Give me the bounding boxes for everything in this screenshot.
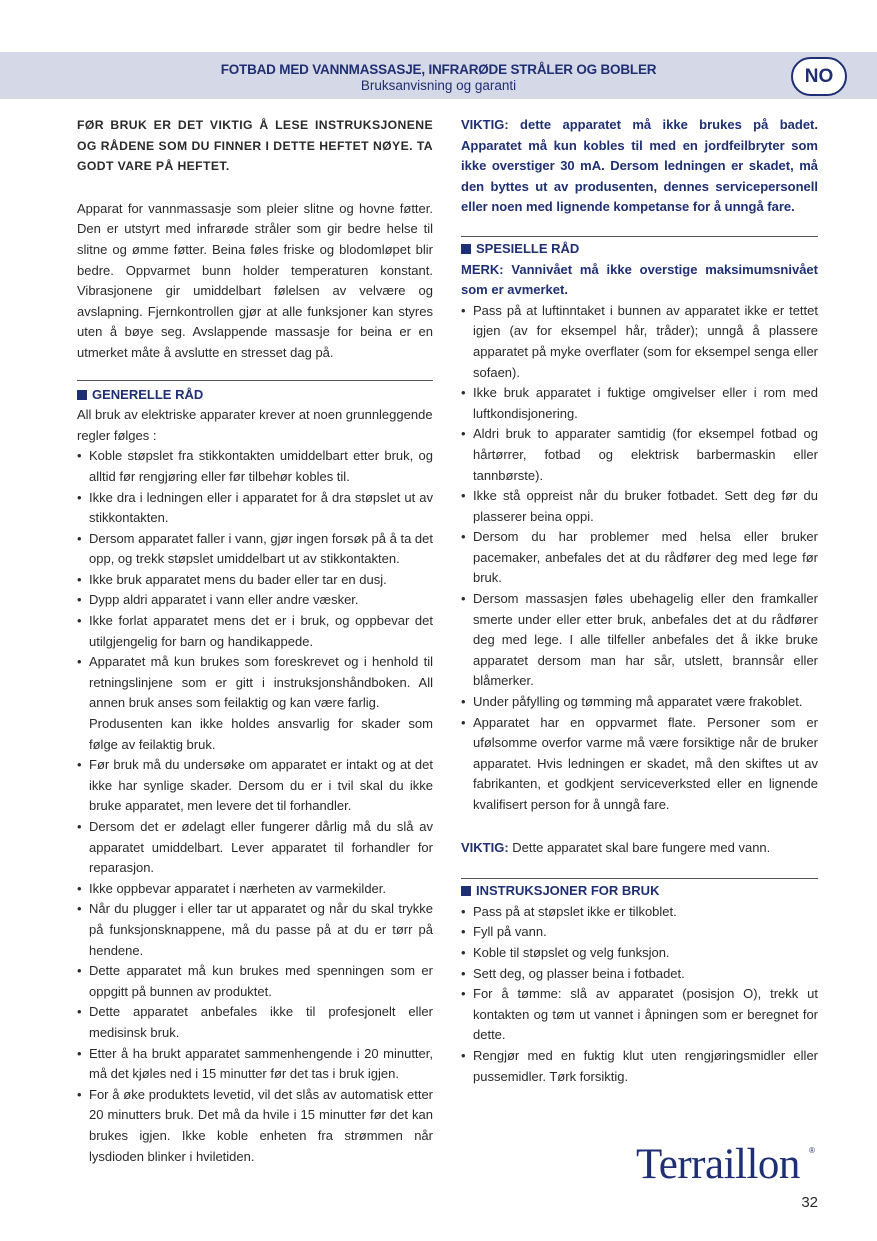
list-item: • Ikke forlat apparatet mens det er i bruk, og oppbevar det utilgjengelig for barn og handikappede. — [77, 611, 433, 652]
list-item: • Etter å ha brukt apparatet sammenhengende i 20 minutter, må det kjøles ned i 15 minutter før det tas i bruk igjen. — [77, 1044, 433, 1085]
list-item: • Fyll på vann. — [461, 922, 818, 943]
special-advice-list — [461, 301, 818, 816]
list-item: • Dette apparatet anbefales ikke til profesjonelt eller medisinsk bruk. — [77, 1002, 433, 1043]
square-bullet-icon — [77, 390, 87, 400]
general-advice-intro: All bruk av elektriske apparater krever at noen grunnleggende regler følges : — [77, 407, 433, 443]
list-item: • Rengjør med en fuktig klut uten rengjøringsmidler eller pussemidler. Tørk forsiktig. — [461, 1046, 818, 1087]
document-subtitle: Bruksanvisning og garanti — [360, 78, 517, 93]
list-item: • Apparatet må kun brukes som foreskrevet og i henhold til retningslinjene som er gitt i instruksjonshåndboken. All annen bruk anses som feilaktig og kan være farlig. — [77, 652, 433, 714]
list-item: • Før bruk må du undersøke om apparatet er intakt og at det ikke har synlige skader. Dersom du er i tvil skal du ikke bruke apparatet, men levere det til forhandler. — [77, 755, 433, 817]
list-item: • Dersom massasjen føles ubehagelig eller den framkaller smerte under eller etter bruk, anbefales det at du rådfører deg med lege. I alle tilfeller anbefales det å ikke bruke apparatet dersom man har sår, utslett, brannsår eller blåmerker. — [461, 589, 818, 692]
list-item: • Når du plugger i eller tar ut apparatet og når du skal trykke på funksjonsknappene, må du passe på at du er tørr på hendene. — [77, 899, 433, 961]
important-bathroom-warning: VIKTIG: dette apparatet må ikke brukes på badet. Apparatet må kun kobles til med en jordfeilbryter som ikke overstiger 30 mA. Dersom ledningen er skadet, må den byttes ut av produsenten, dennes servicepersonell eller noen med lignende kompetanse for å unngå fare. — [461, 117, 818, 215]
list-item: • Under påfylling og tømming må apparatet være frakoblet. — [461, 692, 818, 713]
instructions-list — [461, 902, 818, 1087]
list-item: • Ikke dra i ledningen eller i apparatet for å dra støpslet ut av stikkontakten. — [77, 488, 433, 529]
special-advice-heading: SPESIELLE RÅD — [461, 239, 818, 260]
general-advice-heading: GENERELLE RÅD — [77, 385, 433, 406]
water-level-note: MERK: Vannivået må ikke overstige maksimumsnivået som er avmerket. — [461, 261, 818, 298]
list-item: • Dersom det er ødelagt eller fungerer dårlig må du slå av apparatet umiddelbart. Lever apparatet til forhandler for reparasjon. — [77, 817, 433, 879]
general-advice-list — [77, 446, 433, 1167]
intro-paragraph: Apparat for vannmassasje som pleier slitne og hovne føtter. Den er utstyrt med infrarøde stråler som gir bedre helse til slitne og ømme føtter. Beina føles friske og blodomløpet blir bedre. Oppvarmet bunn holder temperaturen konstant. Vibrasjonene gir umiddelbart følelsen av velvære og avslapning. Fjernkontrollen gjør at alle funksjoner kan styres uten å bøye seg. Avslappende massasje for beina er en utmerket måte å avslutte en stresset dag på. — [77, 200, 433, 360]
list-item-continuation: Produsenten kan ikke holdes ansvarlig for skader som følge av feilaktig bruk. — [89, 716, 433, 752]
list-item: • Ikke bruk apparatet i fuktige omgivelser eller i rom med luftkondisjonering. — [461, 383, 818, 424]
list-item: • Koble til støpslet og velg funksjon. — [461, 943, 818, 964]
list-item: • Ikke stå oppreist når du bruker fotbadet. Sett deg før du plasserer beina oppi. — [461, 486, 818, 527]
document-title: FOTBAD MED VANNMASSASJE, INFRARØDE STRÅLER OG BOBLER — [220, 62, 657, 77]
list-item: • Pass på at støpslet ikke er tilkoblet. — [461, 902, 818, 923]
terraillon-logo: Terraillon — [636, 1141, 800, 1188]
list-item: • Apparatet har en oppvarmet flate. Personer som er ufølsomme overfor varme må være forsiktige når de bruker apparatet. Hvis ledningen er skadet, må den skiftes ut av fabrikanten, et godkjent serviceverksted eller en lignende kvalifisert person for å unngå fare. — [461, 713, 818, 816]
registered-mark: ® — [809, 1146, 815, 1155]
list-item: • Dette apparatet må kun brukes med spenningen som er oppgitt på bunnen av produktet. — [77, 961, 433, 1002]
list-item: • Sett deg, og plasser beina i fotbadet. — [461, 964, 818, 985]
right-column — [461, 115, 818, 1087]
list-item: • Dersom apparatet faller i vann, gjør ingen forsøk på å ta det opp, og trekk støpslet umiddelbart ut av stikkontakten. — [77, 529, 433, 570]
language-badge: NO — [791, 57, 847, 96]
square-bullet-icon — [461, 886, 471, 896]
page-number: 32 — [801, 1194, 818, 1211]
list-item: • Ikke bruk apparatet mens du bader eller tar en dusj. — [77, 570, 433, 591]
list-item: • Dypp aldri apparatet i vann eller andre væsker. — [77, 590, 433, 611]
list-item: • Dersom du har problemer med helsa eller bruker pacemaker, anbefales det at du rådfører deg med lege før bruk. — [461, 527, 818, 589]
water-only-note: VIKTIG: Dette apparatet skal bare fungere med vann. — [461, 839, 771, 855]
list-item: • Pass på at luftinntaket i bunnen av apparatet ikke er tettet igjen (av for eksempel hår, tråder); unngå å plassere apparatet på myke overflater (som for eksempel senga eller sofaen). — [461, 301, 818, 383]
square-bullet-icon — [461, 244, 471, 254]
left-column — [77, 115, 433, 1167]
list-item: • For å øke produktets levetid, vil det slås av automatisk etter 20 minutters bruk. Det må da hvile i 15 minutter før det kan brukes igjen. Ikke koble enheten fra strømmen når lysdioden blinker i hviletiden. — [77, 1085, 433, 1167]
list-item: • Koble støpslet fra stikkontakten umiddelbart etter bruk, og alltid før rengjøring eller før tilbehør kobles til. — [77, 446, 433, 487]
read-instructions-warning: FØR BRUK ER DET VIKTIG Å LESE INSTRUKSJONENE OG RÅDENE SOM DU FINNER I DETTE HEFTET NØYE. TA GODT VARE PÅ HEFTET. — [77, 118, 433, 174]
list-item: • Aldri bruk to apparater samtidig (for eksempel fotbad og hårtørrer, fotbad og elektrisk barbermaskin eller tannbørste). — [461, 424, 818, 486]
instructions-heading: INSTRUKSJONER FOR BRUK — [461, 881, 818, 902]
list-item: • Ikke oppbevar apparatet i nærheten av varmekilder. — [77, 879, 433, 900]
list-item: • For å tømme: slå av apparatet (posisjon O), trekk ut kontakten og tøm ut vannet i åpningen som er beregnet for dette. — [461, 984, 818, 1046]
